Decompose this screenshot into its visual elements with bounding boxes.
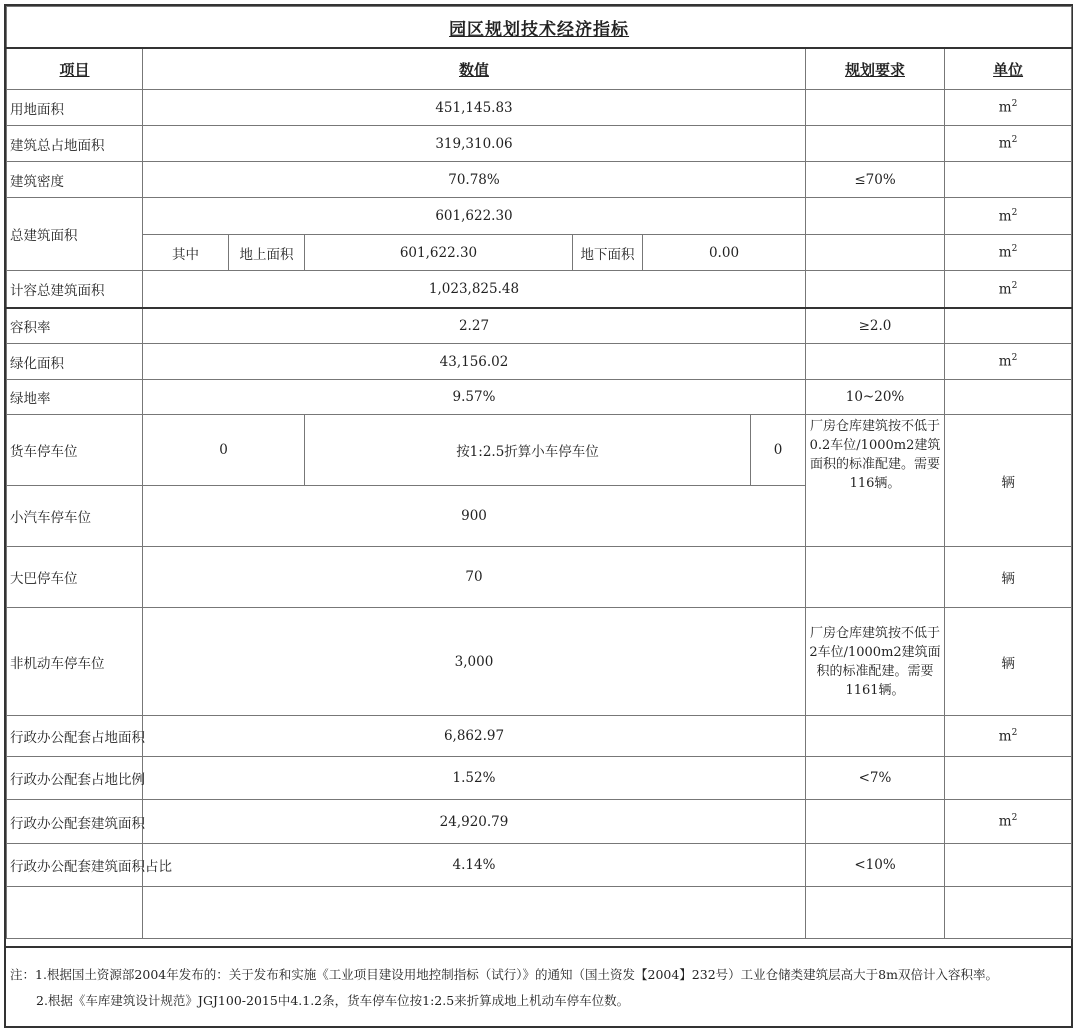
requirement-cell: 厂房仓库建筑按不低于2车位/1000m2建筑面积的标准配建。需要1161辆。 xyxy=(806,608,945,716)
row-label: 建筑密度 xyxy=(7,162,143,198)
unit-cell: $m^2$ xyxy=(945,126,1072,162)
row-label: 行政办公配套占地面积 xyxy=(7,716,143,757)
note-line-1: 注：1.根据国土资源部2004年发布的：关于发布和实施《工业项目建设用地控制指标（试行）》的通知（国土资发【2004】232号）工业仓储类建筑层高大于8m双倍计入容积率。 xyxy=(10,967,998,982)
table-row xyxy=(7,415,1072,486)
row-label: 行政办公配套占地比例 xyxy=(7,757,143,800)
header-item: 项目 xyxy=(7,48,143,90)
row-label: 大巴停车位 xyxy=(7,547,143,608)
row-label: 总建筑面积 xyxy=(7,198,143,271)
below-ground-value: 0.00 xyxy=(643,235,806,271)
row-value: 601,622.30 xyxy=(143,198,806,235)
row-value: 451,145.83 xyxy=(143,90,806,126)
row-value: 43,156.02 xyxy=(143,344,806,380)
row-label: 行政办公配套建筑面积 xyxy=(7,800,143,844)
row-label: 建筑总占地面积 xyxy=(7,126,143,162)
row-label: 绿化面积 xyxy=(7,344,143,380)
planning-table-sheet xyxy=(4,4,1073,1028)
table-title: 园区规划技术经济指标 xyxy=(7,7,1072,49)
truck-converted-count: 0 xyxy=(751,415,806,486)
planning-index-table xyxy=(6,6,1072,939)
row-value: 70 xyxy=(143,547,806,608)
row-label: 非机动车停车位 xyxy=(7,608,143,716)
requirement-cell: 厂房仓库建筑按不低于0.2车位/1000m2建筑面积的标准配建。需要116辆。 xyxy=(806,415,945,547)
row-value: 24,920.79 xyxy=(143,800,806,844)
above-ground-label: 地上面积 xyxy=(229,235,305,271)
table-row xyxy=(7,198,1072,235)
above-ground-value: 601,622.30 xyxy=(305,235,573,271)
note-line-2: 2.根据《车库建筑设计规范》JGJ100-2015中4.1.2条，货车停车位按1:2.5来折算成地上机动车停车位数。 xyxy=(36,993,630,1008)
row-value: 4.14% xyxy=(143,844,806,887)
requirement-cell: <10% xyxy=(806,844,945,887)
header-requirement: 规划要求 xyxy=(806,48,945,90)
truck-count: 0 xyxy=(143,415,305,486)
requirement-cell: ≤70% xyxy=(806,162,945,198)
row-label: 货车停车位 xyxy=(7,415,143,486)
row-value: 3,000 xyxy=(143,608,806,716)
row-value: 900 xyxy=(143,486,806,547)
table-row xyxy=(7,800,1072,844)
row-value: 319,310.06 xyxy=(143,126,806,162)
header-unit: 单位 xyxy=(945,48,1072,90)
table-row xyxy=(7,608,1072,716)
row-value: 6,862.97 xyxy=(143,716,806,757)
row-label: 小汽车停车位 xyxy=(7,486,143,547)
unit-cell: $m^2$ xyxy=(945,800,1072,844)
empty-row xyxy=(7,887,1072,939)
table-row xyxy=(7,757,1072,800)
unit-cell: 辆 xyxy=(945,547,1072,608)
table-row xyxy=(7,162,1072,198)
row-label: 容积率 xyxy=(7,308,143,344)
unit-cell: $m^2$ xyxy=(945,198,1072,235)
unit-cell: $m^2$ xyxy=(945,344,1072,380)
unit-cell: $m^2$ xyxy=(945,235,1072,271)
row-label: 计容总建筑面积 xyxy=(7,271,143,308)
row-value: 2.27 xyxy=(143,308,806,344)
requirement-cell: <7% xyxy=(806,757,945,800)
table-row xyxy=(7,90,1072,126)
row-value: 70.78% xyxy=(143,162,806,198)
unit-cell: 辆 xyxy=(945,415,1072,547)
below-ground-label: 地下面积 xyxy=(573,235,643,271)
table-row xyxy=(7,126,1072,162)
notes-section xyxy=(6,946,1071,1026)
unit-cell: 辆 xyxy=(945,608,1072,716)
row-label: 行政办公配套建筑面积占比 xyxy=(7,844,143,887)
requirement-cell: ≥2.0 xyxy=(806,308,945,344)
unit-cell: $m^2$ xyxy=(945,90,1072,126)
table-row xyxy=(7,844,1072,887)
requirement-cell: 10~20% xyxy=(806,380,945,415)
truck-conversion-note: 按1:2.5折算小车停车位 xyxy=(305,415,751,486)
row-label: 用地面积 xyxy=(7,90,143,126)
table-row xyxy=(7,235,1072,271)
table-row xyxy=(7,344,1072,380)
unit-cell: $m^2$ xyxy=(945,716,1072,757)
row-value: 1,023,825.48 xyxy=(143,271,806,308)
table-row xyxy=(7,380,1072,415)
table-row xyxy=(7,308,1072,344)
unit-cell: $m^2$ xyxy=(945,271,1072,308)
row-value: 1.52% xyxy=(143,757,806,800)
table-row xyxy=(7,271,1072,308)
table-row xyxy=(7,547,1072,608)
table-row xyxy=(7,716,1072,757)
row-value: 9.57% xyxy=(143,380,806,415)
of-which-label: 其中 xyxy=(143,235,229,271)
header-value: 数值 xyxy=(143,48,806,90)
row-label: 绿地率 xyxy=(7,380,143,415)
